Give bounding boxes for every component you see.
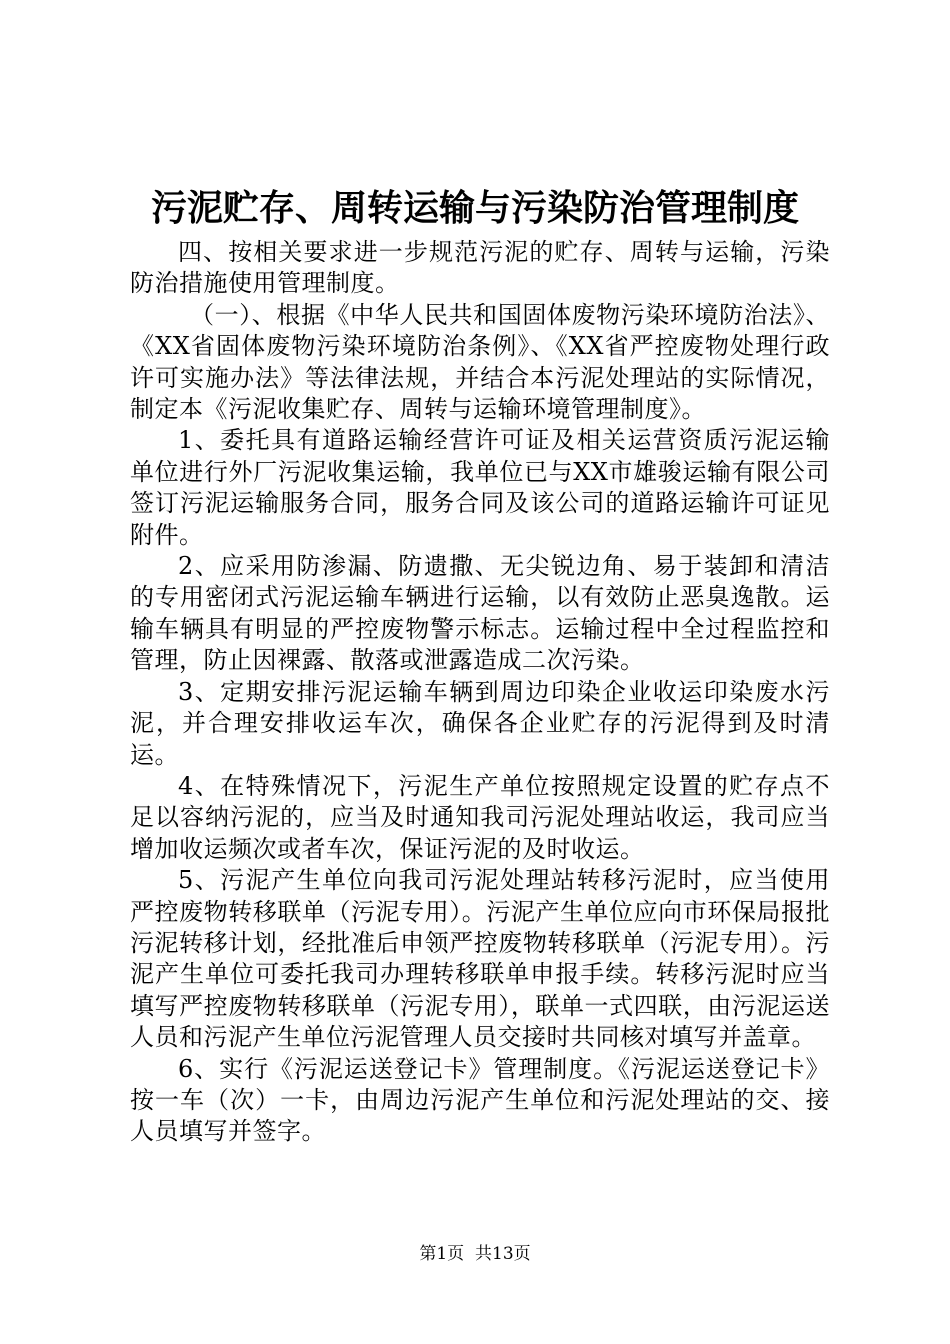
paragraph-item-2: 2、应采用防渗漏、防遗撒、无尖锐边角、易于装卸和清洁的专用密闭式污泥运输车辆进行运输，以有效防止恶臭逸散。运输车辆具有明显的严控废物警示标志。运输过程中全过程监控和管理，防止因裸露、散落或泄露造成二次污染。 [130,552,830,675]
paragraph-item-6: 6、实行《污泥运送登记卡》管理制度。《污泥运送登记卡》按一车（次）一卡，由周边污泥产生单位和污泥处理站的交、接人员填写并签字。 [130,1054,830,1146]
paragraph-item-5: 5、污泥产生单位向我司污泥处理站转移污泥时，应当使用严控废物转移联单（污泥专用）。污泥产生单位应向市环保局报批污泥转移计划，经批准后申领严控废物转移联单（污泥专用）。污泥产生单位可委托我司办理转移联单申报手续。转移污泥时应当填写严控废物转移联单（污泥专用），联单一式四联，由污泥运送人员和污泥产生单位污泥管理人员交接时共同核对填写并盖章。 [130,866,830,1052]
paragraph-intro: 四、按相关要求进一步规范污泥的贮存、周转与运输，污染防治措施使用管理制度。 [130,238,830,298]
paragraph-legal-basis: （一）、根据《中华人民共和国固体废物污染环境防治法》、《XX省固体废物污染环境防治条例》、《XX省严控废物处理行政许可实施办法》等法律法规，并结合本污泥处理站的实际情况，制定本《污泥收集贮存、周转与运输环境管理制度》。 [130,300,830,424]
document-body [130,237,830,1148]
page-total: 共13页 [475,1244,531,1264]
paragraph-item-4: 4、在特殊情况下，污泥生产单位按照规定设置的贮存点不足以容纳污泥的，应当及时通知我司污泥处理站收运，我司应当增加收运频次或者车次，保证污泥的及时收运。 [130,771,830,863]
document-title: 污泥贮存、周转运输与污染防治管理制度 [150,187,799,229]
paragraph-item-1: 1、委托具有道路运输经营许可证及相关运营资质污泥运输单位进行外厂污泥收集运输，我单位已与XX市雄骏运输有限公司签订污泥运输服务合同，服务合同及该公司的道路运输许可证见附件。 [130,426,830,549]
paragraph-item-3: 3、定期安排污泥运输车辆到周边印染企业收运印染废水污泥，并合理安排收运车次，确保各企业贮存的污泥得到及时清运。 [130,677,830,769]
page-number: 第1页 [419,1244,465,1264]
page-footer [0,1242,950,1266]
